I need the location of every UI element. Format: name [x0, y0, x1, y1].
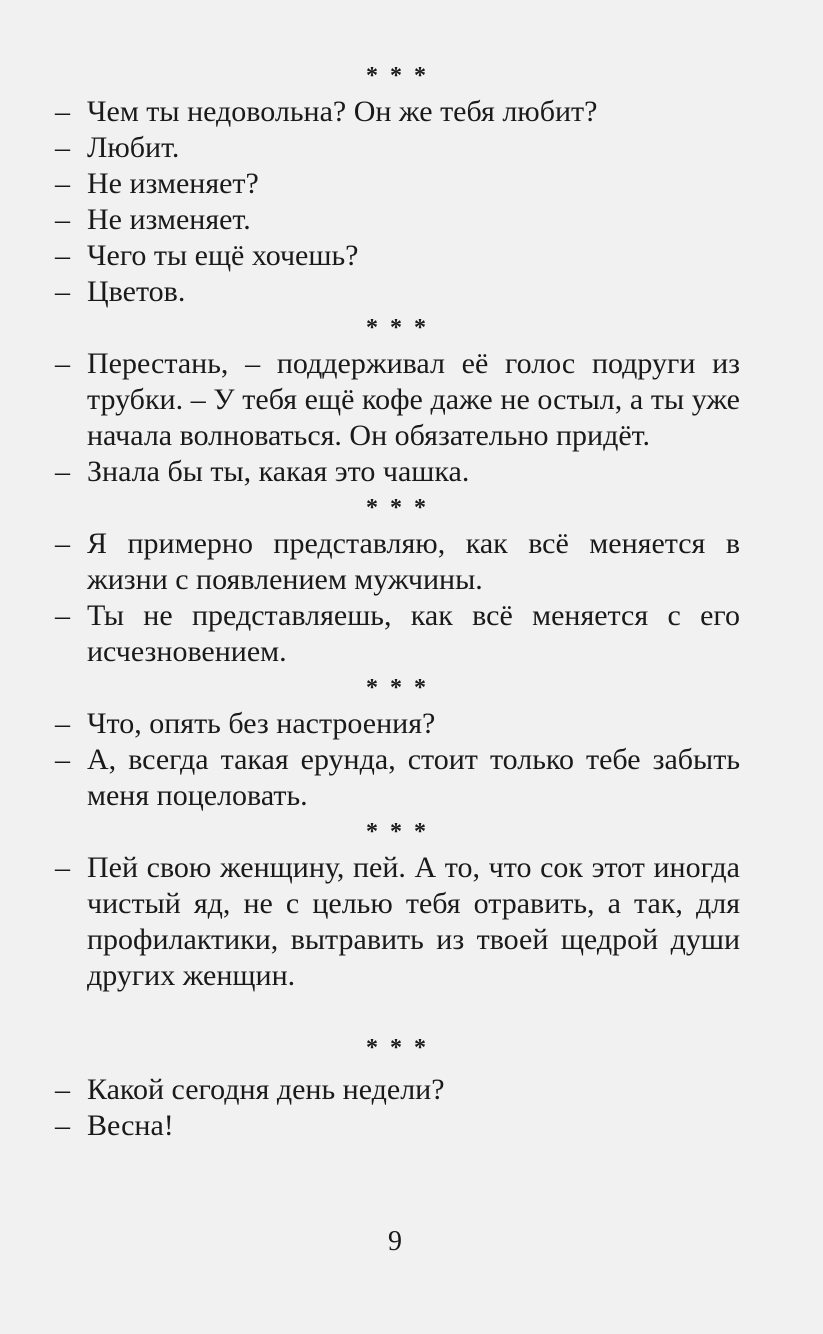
section-separator: * * *: [366, 1035, 429, 1061]
dialogue-line: [55, 706, 740, 742]
section-separator: * * *: [366, 315, 429, 341]
dialogue-dash: –: [55, 239, 70, 272]
dialogue-dash: –: [55, 455, 70, 488]
dialogue-dash: –: [55, 599, 70, 632]
dialogue-dash: –: [55, 167, 70, 200]
dialogue-text: А, всегда такая ерунда, стоит только тебе забыть меня поцеловать.: [87, 743, 740, 812]
dialogue-text: Знала бы ты, какая это чашка.: [87, 455, 470, 488]
dialogue-dash: –: [55, 203, 70, 236]
dialogue-dash: –: [55, 1109, 70, 1142]
dialogue-text: Цветов.: [87, 275, 186, 308]
dialogue-line: [55, 130, 740, 166]
page-text: [55, 58, 740, 1144]
dialogue-text: Чего ты ещё хочешь?: [87, 239, 359, 272]
dialogue-text: Что, опять без настроения?: [87, 707, 436, 740]
dialogue-dash: –: [55, 851, 70, 884]
dialogue-text: Перестань, – поддерживал её голос подруги из трубки. – У тебя ещё кофе даже не остыл, а ты уже начала волноваться. Он обязательно придёт.: [87, 347, 740, 452]
dialogue-line: [55, 238, 740, 274]
dialogue-line: [55, 274, 740, 310]
dialogue-line: [55, 598, 740, 670]
dialogue-line: [55, 850, 740, 994]
dialogue-text: Весна!: [87, 1109, 174, 1142]
dialogue-line: [55, 742, 740, 814]
dialogue-text: Пей свою женщину, пей. А то, что сок этот иногда чистый яд, не с целью тебя отравить, а так, для профилактики, вытравить из твоей щедрой души других женщин.: [87, 851, 740, 992]
dialogue-text: Я примерно представляю, как всё меняется в жизни с появлением мужчины.: [87, 527, 740, 596]
dialogue-line: [55, 166, 740, 202]
section-separator: * * *: [366, 63, 429, 89]
dialogue-line: [55, 202, 740, 238]
dialogue-text: Какой сегодня день недели?: [87, 1073, 445, 1106]
dialogue-dash: –: [55, 527, 70, 560]
dialogue-line: [55, 526, 740, 598]
dialogue-text: Любит.: [87, 131, 180, 164]
dialogue-dash: –: [55, 275, 70, 308]
dialogue-text: Ты не представляешь, как всё меняется с его исчезновением.: [87, 599, 740, 668]
section-separator: * * *: [366, 819, 429, 845]
dialogue-dash: –: [55, 95, 70, 128]
dialogue-dash: –: [55, 131, 70, 164]
dialogue-dash: –: [55, 707, 70, 740]
dialogue-text: Не изменяет?: [87, 167, 259, 200]
dialogue-text: Не изменяет.: [87, 203, 251, 236]
dialogue-dash: –: [55, 1073, 70, 1106]
dialogue-dash: –: [55, 347, 70, 380]
dialogue-text: Чем ты недовольна? Он же тебя любит?: [87, 95, 598, 128]
dialogue-line: [55, 346, 740, 454]
section-separator: * * *: [366, 675, 429, 701]
dialogue-line: [55, 94, 740, 130]
dialogue-line: [55, 1072, 740, 1108]
section-separator: * * *: [366, 495, 429, 521]
dialogue-line: [55, 454, 740, 490]
dialogue-line: [55, 1108, 740, 1144]
page-number: 9: [388, 1226, 402, 1257]
dialogue-dash: –: [55, 743, 70, 776]
